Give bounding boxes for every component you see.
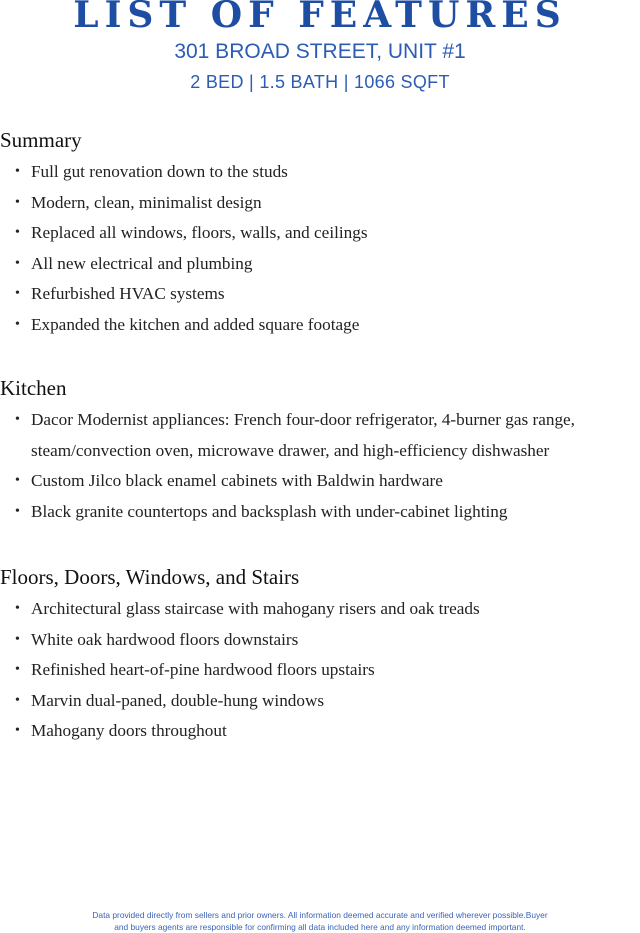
list-item-text: All new electrical and plumbing bbox=[31, 253, 253, 273]
list-item bbox=[0, 279, 640, 310]
list-item-text: Modern, clean, minimalist design bbox=[31, 192, 262, 212]
summary-list bbox=[0, 157, 640, 340]
list-item-text: Expanded the kitchen and added square footage bbox=[31, 314, 360, 334]
disclaimer-line-2: and buyers agents are responsible for confirming all data included here and any information deemed important. bbox=[114, 922, 526, 932]
list-item bbox=[0, 497, 640, 528]
list-item-text: Refurbished HVAC systems bbox=[31, 284, 225, 303]
kitchen-section bbox=[0, 374, 640, 527]
summary-section bbox=[0, 126, 640, 340]
bullet-icon: • bbox=[15, 692, 20, 708]
bullet-icon: • bbox=[15, 255, 20, 271]
list-item bbox=[0, 655, 640, 686]
list-item bbox=[0, 157, 640, 188]
list-item bbox=[0, 686, 640, 717]
list-item-text: Custom Jilco black enamel cabinets with Baldwin hardware bbox=[31, 471, 443, 490]
list-item bbox=[0, 310, 640, 341]
bullet-icon: • bbox=[15, 473, 20, 488]
bullet-icon: • bbox=[15, 412, 20, 427]
list-item-text-continued: steam/convection oven, microwave drawer, and high-efficiency dishwasher bbox=[31, 440, 550, 460]
disclaimer-footer bbox=[0, 909, 640, 933]
list-item-text: White oak hardwood floors downstairs bbox=[31, 629, 299, 649]
floors-heading: Floors, Doors, Windows, and Stairs bbox=[0, 565, 300, 589]
bullet-icon: • bbox=[15, 631, 20, 647]
list-item-text: Refinished heart-of-pine hardwood floors upstairs bbox=[31, 660, 375, 679]
list-item bbox=[0, 218, 640, 249]
bullet-icon: • bbox=[15, 164, 20, 179]
list-item-text: Black granite countertops and backsplash with under-cabinet lighting bbox=[31, 501, 508, 521]
list-item bbox=[0, 466, 640, 497]
property-address: 301 BROAD STREET, UNIT #1 bbox=[174, 40, 466, 63]
bullet-icon: • bbox=[15, 503, 20, 519]
bullet-icon: • bbox=[15, 662, 20, 677]
list-item-text: Full gut renovation down to the studs bbox=[31, 162, 288, 181]
list-item-text: Mahogany doors throughout bbox=[31, 721, 227, 740]
kitchen-heading: Kitchen bbox=[0, 376, 67, 400]
list-item bbox=[0, 405, 640, 466]
list-item bbox=[0, 594, 640, 625]
bullet-icon: • bbox=[15, 316, 20, 332]
list-item-text: Marvin dual-paned, double-hung windows bbox=[31, 690, 325, 710]
bullet-icon: • bbox=[15, 225, 20, 240]
list-item bbox=[0, 716, 640, 747]
list-item-text: Dacor Modernist appliances: French four-door refrigerator, 4-burner gas range, bbox=[31, 410, 575, 429]
list-item-text: Architectural glass staircase with mahogany risers and oak treads bbox=[31, 599, 480, 618]
bullet-icon: • bbox=[15, 286, 20, 301]
list-item bbox=[0, 249, 640, 280]
bullet-icon: • bbox=[15, 601, 20, 616]
floors-section bbox=[0, 563, 640, 747]
bullet-icon: • bbox=[15, 194, 20, 210]
list-item bbox=[0, 625, 640, 656]
summary-heading: Summary bbox=[0, 128, 82, 152]
kitchen-list bbox=[0, 405, 640, 527]
page-title: LIST OF FEATURES bbox=[73, 0, 567, 36]
bullet-icon: • bbox=[15, 723, 20, 738]
list-item bbox=[0, 188, 640, 219]
floors-list bbox=[0, 594, 640, 747]
property-specs: 2 BED | 1.5 BATH | 1066 SQFT bbox=[190, 72, 450, 92]
list-item-text: Replaced all windows, floors, walls, and ceilings bbox=[31, 223, 368, 242]
disclaimer-line-1: Data provided directly from sellers and prior owners. All information deemed accurate and verified wherever possible.Buyer bbox=[92, 910, 548, 920]
